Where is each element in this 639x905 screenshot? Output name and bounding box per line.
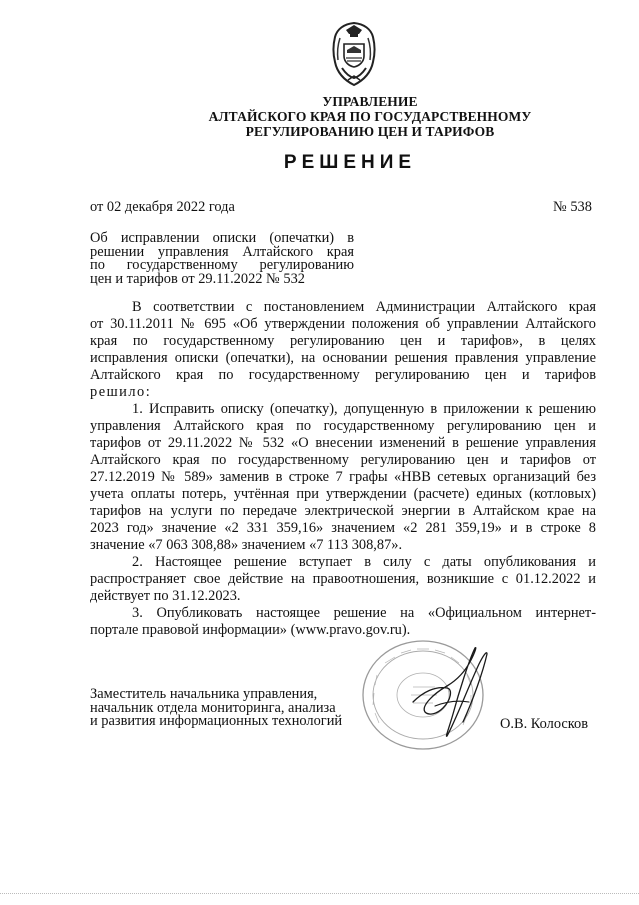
org-name-line-1: УПРАВЛЕНИЕ [322, 94, 418, 109]
item-1-line: Алтайского края по государственному регулированию цен и тарифов от [90, 452, 596, 468]
item-2-line: распространяет свое действие на правоотношения, возникшие с 01.12.2022 и [90, 571, 596, 587]
page-bottom-divider [0, 893, 639, 894]
document-subject [90, 232, 354, 286]
signer-position-line: Заместитель начальника управления, [90, 686, 318, 702]
subject-line: по государственному регулированию [90, 257, 354, 273]
subject-line: Об исправлении описки (опечатки) в [90, 230, 354, 246]
item-1-line: значение «7 063 308,88» значением «7 113 308,87». [90, 537, 403, 553]
item-1-line: тарифов на услуги по передаче электрической энергии в Алтайском крае на [90, 503, 596, 519]
item-2-line: 2. Настоящее решение вступает в силу с даты опубликования и [132, 554, 596, 570]
item-1-line: 1. Исправить описку (опечатку), допущенную в приложении к решению [132, 401, 596, 417]
signer-position-line: начальник отдела мониторинга, анализа [90, 699, 336, 716]
signer-position [90, 688, 342, 729]
body-line: В соответствии с постановлением Администрации Алтайского края [132, 299, 596, 315]
document-number: № 538 [553, 199, 592, 215]
document-date: от 02 декабря 2022 года [90, 199, 235, 215]
signer-name: О.В. Колосков [500, 716, 589, 732]
item-1-line: управления Алтайского края по государственному регулированию цен и [90, 418, 596, 434]
org-name-line-2: АЛТАЙСКОГО КРАЯ ПО ГОСУДАРСТВЕННОМУ [208, 109, 532, 124]
resolved-label: решило: [90, 384, 152, 400]
subject-line: цен и тарифов от 29.11.2022 № 532 [90, 270, 305, 287]
body-line: исправления описки (опечатки), на основании решения правления управление [90, 350, 596, 366]
document-body [90, 299, 596, 639]
item-1-line: тарифов от 29.11.2022 № 532 «О внесении изменений в решение управления [90, 435, 596, 451]
org-name-line-3: РЕГУЛИРОВАНИЮ ЦЕН И ТАРИФОВ [245, 124, 495, 139]
item-3-line: портале правовой информации» (www.pravo.gov.ru). [90, 622, 411, 638]
body-line: края по государственному регулированию цен и тарифов», в целях [90, 333, 596, 349]
body-line: Алтайского края по государственному регулированию цен и тарифов [90, 367, 596, 383]
body-line: от 30.11.2011 № 695 «Об утверждении положения об управлении Алтайского [90, 316, 596, 332]
item-1-line: учета оплаты потерь, учтённая при утверждении (расчете) единых (котловых) [90, 486, 596, 502]
handwritten-signature [395, 640, 500, 745]
signer-position-line: и развития информационных технологий [90, 713, 343, 729]
item-2-line: действует по 31.12.2023. [90, 588, 241, 604]
coat-of-arms-icon [328, 20, 380, 88]
item-3-line: 3. Опубликовать настоящее решение на «Официальном интернет- [132, 605, 596, 621]
document-title: РЕШЕНИЕ [283, 152, 417, 173]
item-1-line: 2023 год» значение «2 331 359,16» значением «2 281 359,19» и в строке 8 [90, 520, 596, 536]
item-1-line: 27.12.2019 № 589» заменив в строке 7 графы «НВВ сетевых организаций без [90, 469, 596, 485]
subject-line: решении управления Алтайского края [90, 243, 354, 260]
